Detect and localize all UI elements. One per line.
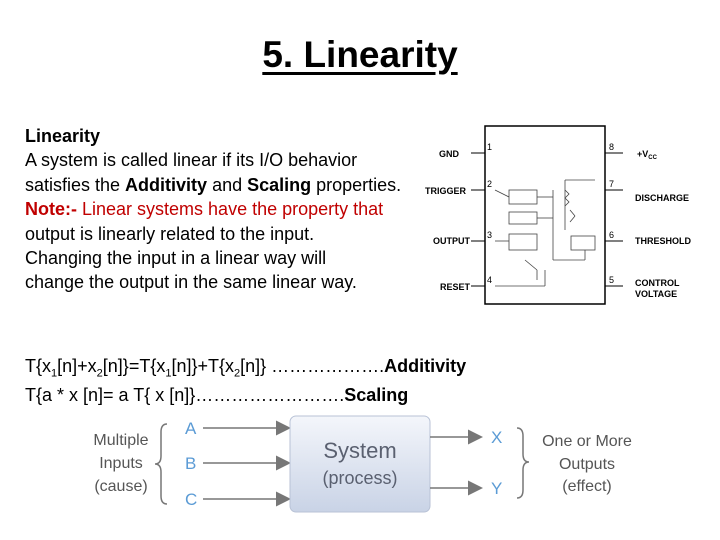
system-box-title: System bbox=[323, 438, 397, 463]
svg-text:4: 4 bbox=[487, 275, 493, 285]
svg-text:3: 3 bbox=[487, 230, 493, 240]
ic-555-diagram bbox=[425, 120, 720, 308]
pin-control-label-1: CONTROL bbox=[635, 278, 680, 288]
svg-text:8: 8 bbox=[609, 142, 615, 152]
input-c: C bbox=[185, 490, 198, 509]
output-x: X bbox=[491, 428, 503, 447]
outputs-label-3: (effect) bbox=[562, 478, 612, 495]
svg-text:5: 5 bbox=[609, 275, 615, 285]
input-brace bbox=[155, 424, 167, 504]
svg-text:6: 6 bbox=[609, 230, 615, 240]
para-line-3: satisfies the Additivity and Scaling properties. bbox=[25, 174, 402, 195]
para-heading: Linearity bbox=[25, 126, 101, 146]
output-y: Y bbox=[491, 479, 503, 498]
pin-discharge-label: DISCHARGE bbox=[635, 193, 690, 203]
para-line-5: output is linearly related to the input. bbox=[25, 223, 315, 244]
scaling-equation: T{a * x [n]= a T{ x [n]}…………………….Scaling bbox=[25, 385, 409, 405]
para-line-2: A system is called linear if its I/O behavior bbox=[25, 150, 358, 171]
para-line-7: change the output in the same linear way. bbox=[25, 272, 357, 293]
input-a: A bbox=[185, 419, 197, 438]
pin-threshold-label: THRESHOLD bbox=[635, 236, 691, 246]
pin-vcc-label: $+V_{CC}$ bbox=[637, 149, 657, 161]
system-diagram bbox=[85, 414, 645, 524]
pin-output-label: OUTPUT bbox=[433, 236, 470, 246]
page-title: 5. Linearity bbox=[262, 34, 458, 75]
pin-gnd-label: GND bbox=[439, 149, 459, 159]
output-brace bbox=[517, 428, 529, 498]
inputs-label-2: Inputs bbox=[99, 455, 143, 472]
pin-control-label-2: VOLTAGE bbox=[635, 289, 678, 299]
additivity-equation: $T\{x_1[n]+x_2[n]\}=T\{x_1[n]\}+T\{x_2[n]\}$ ……………….Additivity bbox=[25, 356, 467, 380]
linearity-paragraph bbox=[25, 124, 435, 295]
system-box bbox=[290, 416, 430, 512]
svg-text:1: 1 bbox=[487, 142, 493, 152]
inputs-label-1: Multiple bbox=[93, 432, 149, 449]
pin-reset-label: RESET bbox=[440, 282, 471, 292]
svg-text:2: 2 bbox=[487, 179, 493, 189]
inputs-label-3: (cause) bbox=[94, 478, 148, 495]
outputs-label-1: One or More bbox=[542, 433, 632, 450]
outputs-label-2: Outputs bbox=[558, 456, 616, 473]
system-box-subtitle: (process) bbox=[322, 468, 398, 488]
para-line-6: Changing the input in a linear way will bbox=[25, 247, 327, 268]
pin-trigger-label: TRIGGER bbox=[425, 186, 467, 196]
input-b: B bbox=[185, 454, 197, 473]
para-note: Note:- Linear systems have the property that bbox=[25, 199, 384, 220]
svg-text:7: 7 bbox=[609, 179, 615, 189]
